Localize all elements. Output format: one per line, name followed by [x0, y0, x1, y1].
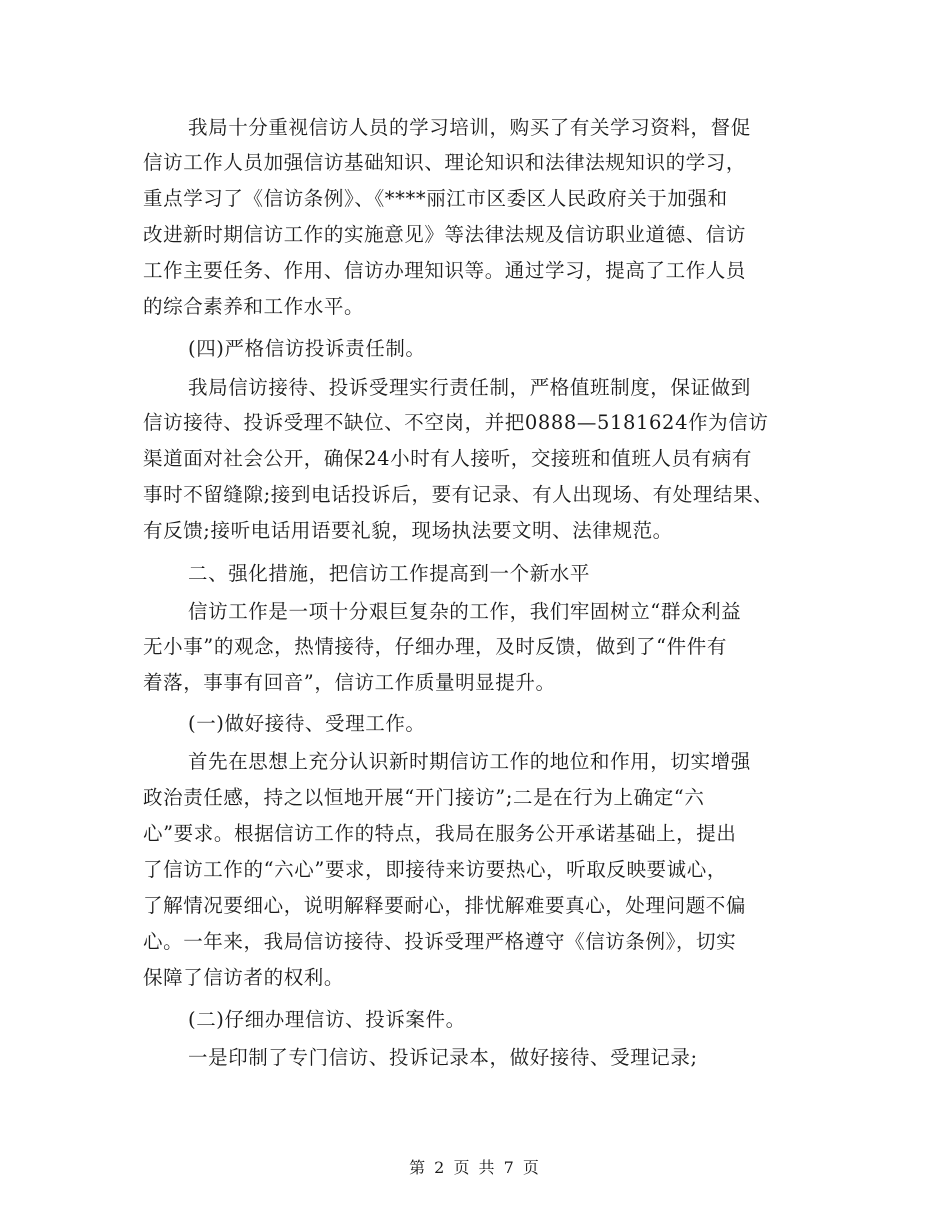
text-line: 我局信访接待、投诉受理实行责任制，严格值班制度，保证做到 — [188, 376, 751, 399]
text-line: 心。一年来，我局信访接待、投诉受理严格遵守《信访条例》，切实 — [143, 930, 737, 953]
text-line: 渠道面对社会公开，确保24小时有人接听，交接班和值班人员有病有 — [143, 447, 752, 470]
text-line: 保障了信访者的权利。 — [143, 966, 345, 989]
section-heading: (一)做好接待、受理工作。 — [188, 712, 426, 735]
text-line: 的综合素养和工作水平。 — [143, 295, 365, 318]
text-line: 一是印制了专门信访、投诉记录本，做好接待、受理记录; — [188, 1046, 698, 1069]
text-line: 有反馈;接听电话用语要礼貌，现场执法要文明、法律规范。 — [143, 519, 673, 542]
text-line: 我局十分重视信访人员的学习培训，购买了有关学习资料，督促 — [188, 116, 751, 139]
text-line: 了解情况要细心，说明解释要耐心，排忧解难要真心，处理问题不偏 — [143, 894, 747, 917]
text-line: 心”要求。根据信访工作的特点，我局在服务公开承诺基础上，提出 — [143, 822, 737, 845]
text-line: 无小事”的观念，热情接待，仔细办理，及时反馈，做到了“件件有 — [143, 635, 727, 658]
text-line: 信访工作人员加强信访基础知识、理论知识和法律法规知识的学习， — [143, 151, 747, 174]
text-line: 了信访工作的“六心”要求，即接待来访要热心，听取反映要诚心， — [143, 858, 727, 881]
page-number-footer: 第 2 页 共 7 页 — [409, 1158, 541, 1177]
text-line: 信访工作是一项十分艰巨复杂的工作，我们牢固树立“群众利益 — [188, 600, 742, 623]
text-line: 政治责任感，持之以恒地开展“开门接访”;二是在行为上确定“六 — [143, 786, 705, 809]
text-line: 事时不留缝隙;接到电话投诉后，要有记录、有人出现场、有处理结果、 — [143, 483, 774, 506]
section-heading: (四)严格信访投诉责任制。 — [188, 337, 426, 360]
text-line: 首先在思想上充分认识新时期信访工作的地位和作用，切实增强 — [188, 750, 751, 773]
text-line: 信访接待、投诉受理不缺位、不空岗，并把0888—5181624作为信访 — [143, 411, 769, 434]
section-heading: 二、强化措施，把信访工作提高到一个新水平 — [188, 562, 591, 585]
text-line: 改进新时期信访工作的实施意见》等法律法规及信访职业道德、信访 — [143, 223, 747, 246]
text-line: 重点学习了《信访条例》、《****丽江市区委区人民政府关于加强和 — [143, 187, 728, 210]
section-heading: (二)仔细办理信访、投诉案件。 — [188, 1008, 466, 1031]
text-line: 工作主要任务、作用、信访办理知识等。通过学习，提高了工作人员 — [143, 259, 747, 282]
text-line: 着落，事事有回音”，信访工作质量明显提升。 — [143, 671, 556, 694]
